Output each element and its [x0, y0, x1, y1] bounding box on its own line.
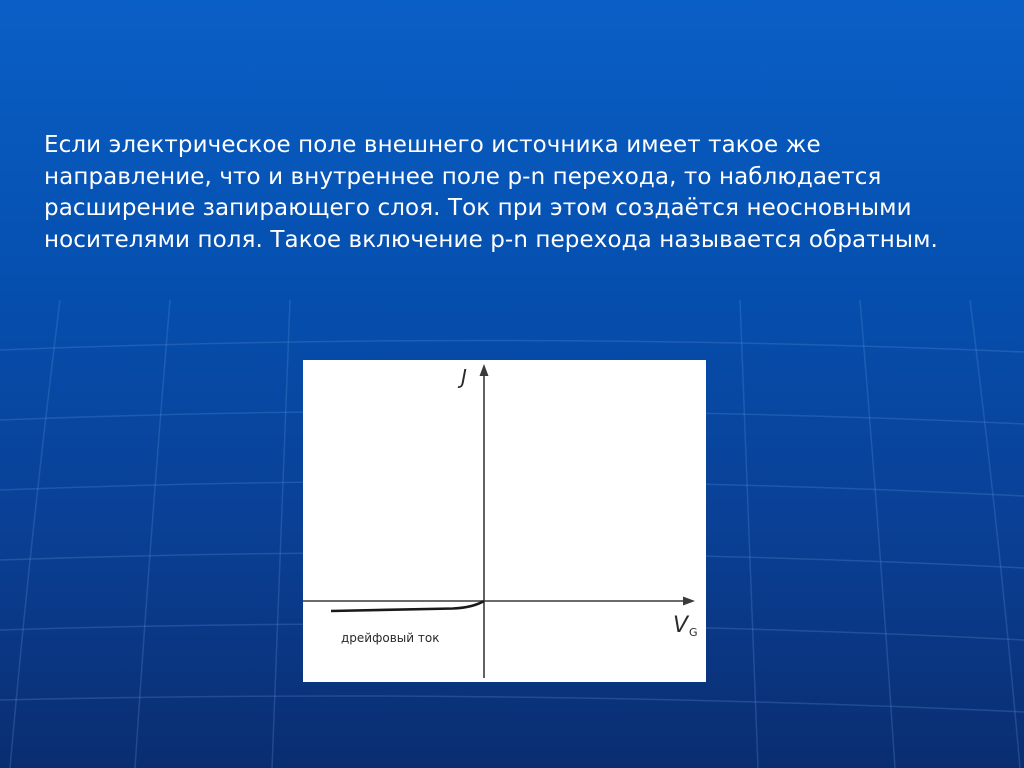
iv-characteristic-diagram	[303, 360, 706, 682]
x-axis-label: V	[673, 613, 689, 638]
y-axis-label: J	[461, 365, 467, 389]
iv-diagram-svg	[303, 360, 706, 682]
drift-current-caption: дрейфовый ток	[341, 631, 440, 645]
x-axis-arrowhead	[683, 597, 695, 606]
y-axis-arrowhead	[480, 364, 489, 376]
x-axis-label-subscript: G	[689, 626, 698, 639]
drift-current-curve	[331, 601, 484, 611]
slide-text: Если электрическое поле внешнего источника имеет такое же направление, что и внутреннее поле p-n перехода, то наблюдается расширение запирающего слоя. Ток при этом создаётся неосновными носителями поля. Такое включение p-n перехода называется обратным.	[44, 132, 938, 253]
